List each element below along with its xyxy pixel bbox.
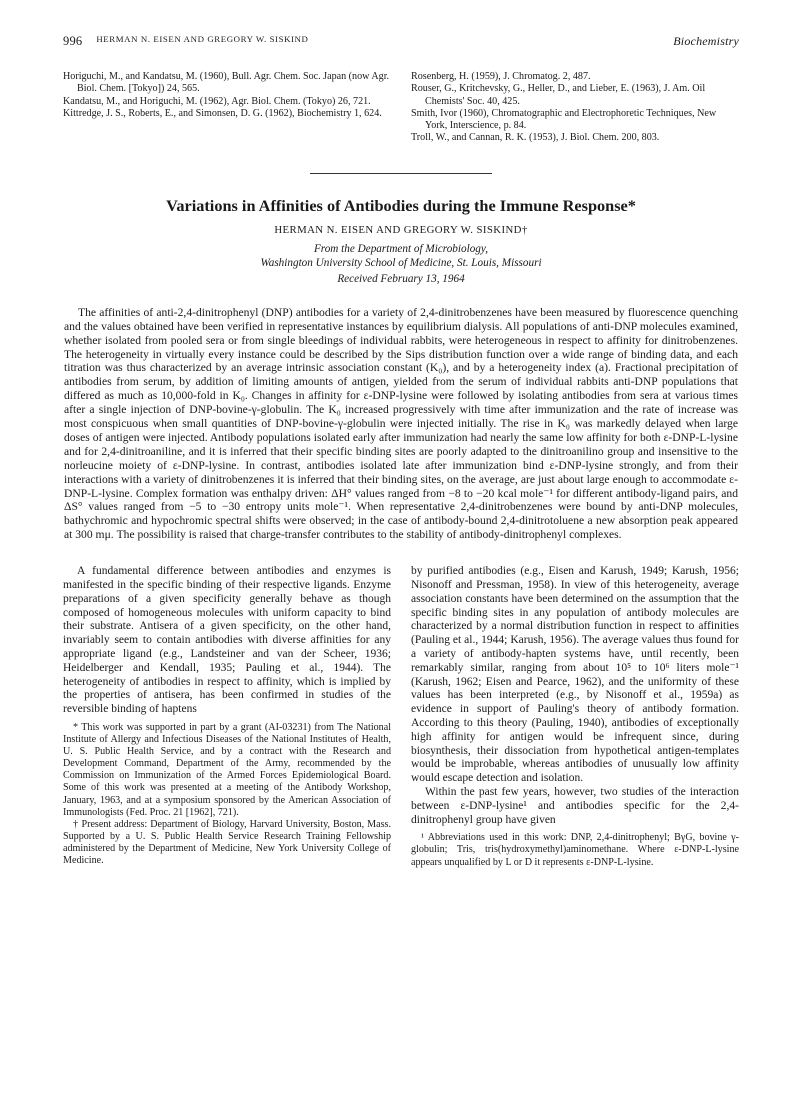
reference-item: Kandatsu, M., and Horiguchi, M. (1962), Agr. Biol. Chem. (Tokyo) 26, 721. (63, 95, 371, 107)
abstract: The affinities of anti-2,4-dinitrophenyl (DNP) antibodies for a variety of 2,4-dinitrobenzenes have been measured by fluorescence quenching and the values obtained have been verified in representative instances by equilibrium dialysis. All populations of anti-DNP molecules examined, whether isolated from pooled sera or from single bleedings of individual rabbits, were heterogeneous in respect to affinity for dinitrobenzenes. The heterogeneity in virtually every instance could be described by the Sips distribution function over a wide range of binding data, and each titration was thus characterized by an average intrinsic association constant (K₀), and by a heterogeneity index (a). Fractional precipitation of antibodies from serum, by addition of limiting amounts of antigen, yielded from the serum of individual rabbits anti-DNP populations that differed as much as 10,000-fold in K₀. Changes in affinity for ε-DNP-lysine were followed by isolating antibodies from sera at various times after a single injection of DNP-bovine-γ-globulin. The K₀ increased progressively with time after immunization and the rate of increase was most conspicuous when small quantities of DNP-bovine-γ-globulin were injected initially. The rise in K₀ was markedly delayed when large doses of antigen were injected. Antibody populations isolated early after immunization had nearly the same low affinity for both ε-DNP-L-lysine and for 2,4-dinitroaniline, and it is inferred that their specific binding sites are poorly adapted to the dinitroanilino group and insensitive to the norleucine moiety of ε-DNP-lysine. In contrast, antibodies isolated late after immunization bind ε-DNP-lysine strongly, and from their interactions with a variety of dinitrobenzenes it is inferred that their binding sites, on the average, are just about large enough to accommodate ε-DNP-L-lysine. Complex formation was enthalpy driven: ΔH° values ranged from −8 to −20 kcal mole⁻¹ for different antibody-ligand pairs, and ΔS° values ranged from −5 to −30 entropy units mole⁻¹. When representative 2,4-dinitrobenzenes were bound by anti-DNP molecules, bathychromic and hypochromic spectral shifts were observed; in the case of antibody-bound 2,4-dinitrotoluene a new absorption peak appeared at 300 mμ. The possibility is raised that charge-transfer contributes to the stability of antibody-dinitrophenyl complexes. (64, 305, 738, 542)
body-paragraph: A fundamental difference between antibodies and enzymes is manifested in the specific binding of their respective ligands. Enzyme preparations of a given specificity generally behave as though composed of homogeneous molecules with uniform capacity to bind their substrate. Antisera of a given specificity, on the other hand, invariably seem to contain antibodies with diverse affinities for any appropriate ligand (e.g., Landsteiner and van der Scheer, 1936; Heidelberger and Kendall, 1935; Pauling et al., 1944). The heterogeneity of antibodies in respect to affinity, which is implied by the properties of antisera, has been confirmed in studies of the reversible binding of haptens (63, 565, 391, 716)
reference-item: Rouser, G., Kritchevsky, G., Heller, D., and Lieber, E. (1963), J. Am. Oil Chemists' Soc. 40, 425. (411, 83, 706, 107)
article-byline: HERMAN N. EISEN AND GREGORY W. SISKIND† (274, 223, 528, 236)
received-date: Received February 13, 1964 (337, 272, 465, 285)
reference-list (63, 71, 739, 145)
page-number: 996 (63, 34, 83, 48)
reference-item: Horiguchi, M., and Kandatsu, M. (1960), Bull. Agr. Chem. Soc. Japan (now Agr. Biol. Chem. [Tokyo]) 24, 565. (63, 71, 390, 95)
footnote-abbreviations: ¹ Abbreviations used in this work: DNP, 2,4-dinitrophenyl; BγG, bovine γ-globulin; Tris, tris(hydroxymethyl)aminomethane. Where ε-DNP-L-lysine appears unqualified by L or D it represents ε-DNP-L-lysine. (411, 832, 739, 868)
reference-column-left (63, 71, 391, 145)
footnotes-left (63, 722, 391, 867)
footnote-funding: * This work was supported in part by a grant (AI-03231) from The National Institute of Allergy and Infectious Diseases of the National Institutes of Health, U. S. Public Health Service, and by a contract with the Research and Development Command, Department of the Army, recommended by the Commission on Immunization of the Armed Forces Epidemiological Board. Some of this work was presented at a meeting of the Antibody Workshop, January, 1963, and at a symposium sponsored by the American Association of Immunologists (Fed. Proc. 21 [1962], 721). (63, 721, 391, 818)
reference-item: Troll, W., and Cannan, R. K. (1953), J. Biol. Chem. 200, 803. (411, 132, 660, 144)
footnote-address: † Present address: Department of Biology, Harvard University, Boston, Mass. Supported by a U. S. Public Health Service Research Training Fellowship administered by the Department of Medicine, New York University College of Medicine. (63, 818, 391, 866)
body-paragraph: Within the past few years, however, two studies of the interaction between ε-DNP-lysine¹ and antibodies specific for the 2,4-dinitrophenyl group have given (411, 785, 739, 826)
reference-item: Kittredge, J. S., Roberts, E., and Simonsen, D. G. (1962), Biochemistry 1, 624. (63, 107, 382, 119)
article-body (63, 565, 739, 868)
article-title: Variations in Affinities of Antibodies during the Immune Response* (166, 195, 636, 215)
affiliation (63, 242, 739, 270)
running-head-authors: HERMAN N. EISEN AND GREGORY W. SISKIND (96, 34, 309, 44)
body-column-left (63, 565, 391, 868)
affiliation-institution: Washington University School of Medicine, St. Louis, Missouri (260, 256, 542, 269)
section-divider (310, 173, 492, 174)
body-column-right (411, 565, 739, 868)
running-head (63, 34, 739, 49)
reference-item: Smith, Ivor (1960), Chromatographic and Electrophoretic Techniques, New York, Interscience, p. 84. (411, 107, 717, 132)
journal-page (63, 34, 739, 869)
footnotes-right (411, 832, 739, 868)
reference-column-right (411, 71, 739, 145)
journal-name: Biochemistry (673, 34, 739, 48)
reference-item: Rosenberg, H. (1959), J. Chromatog. 2, 487. (411, 71, 591, 82)
affiliation-department: From the Department of Microbiology, (313, 242, 489, 255)
body-paragraph: by purified antibodies (e.g., Eisen and Karush, 1949; Karush, 1956; Nisonoff and Pressman, 1958). In view of this heterogeneity, average association constants have been determined on the assumption that the specific binding sites in any population of antibody molecules are characterized by a normal distribution function in respect to affinities (Pauling et al., 1944; Karush, 1956). The average values thus found for a variety of antibody-hapten systems have, until recently, been remarkably similar, ranging from about 10⁵ to 10⁶ liters mole⁻¹ (Karush, 1962; Eisen and Pearce, 1962), and the uniformity of these values has been interpreted (e.g., by Nisonoff et al., 1959a) as evidence in support of Pauling's theory of antibody formation. According to this theory (Pauling, 1940), antibodies of exceptionally high affinity for antigen would be infrequent since, during biosynthesis, their dissociation from hypothetical antigen-templates would be improbable, whereas antibodies of unusually low affinity would escape detection and isolation. (411, 565, 739, 785)
